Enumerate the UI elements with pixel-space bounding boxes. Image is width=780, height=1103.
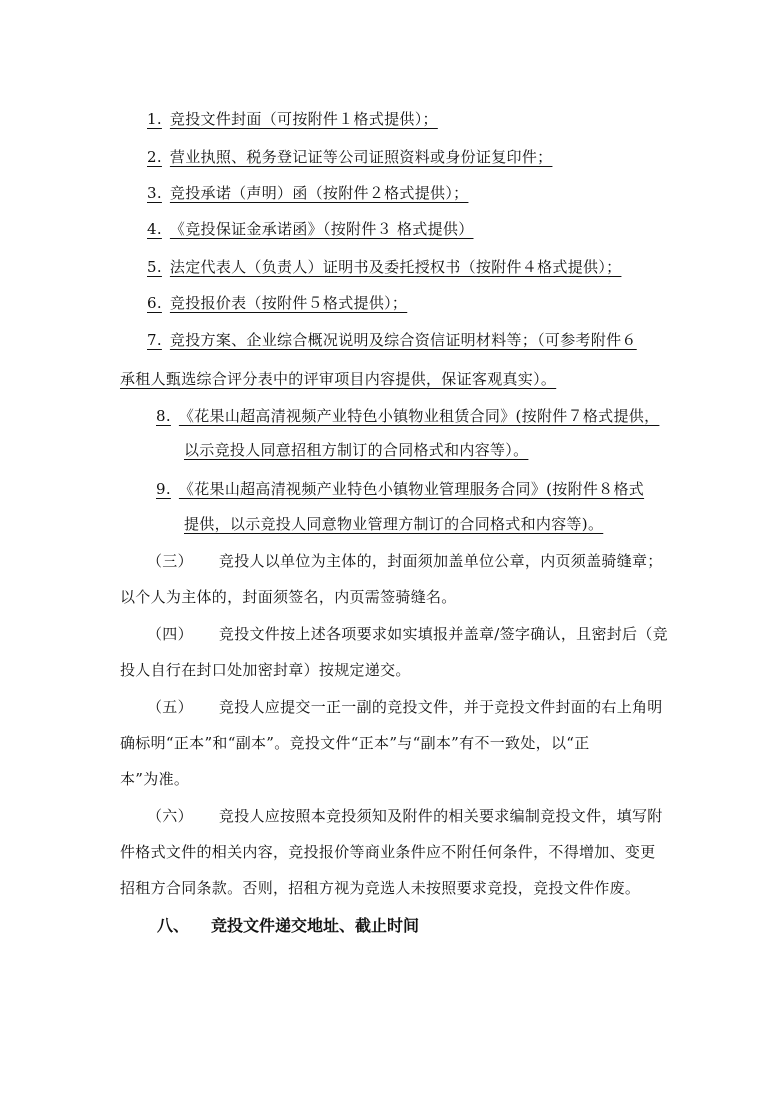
paragraph-5-line-3: 本”为准。 [120, 770, 190, 788]
list-item-8: 8. 《花果山超高清视频产业特色小镇物业租赁合同》(按附件７格式提供， [156, 407, 660, 425]
list-item-5: 5. 法定代表人（负责人）证明书及委托授权书（按附件４格式提供）； [147, 258, 622, 276]
list-item-1: 1. 竞投文件封面（可按附件１格式提供）； [147, 110, 438, 128]
paragraph-4: （四） 竞投文件按上述各项要求如实填报并盖章/签字确认，且密封后（竞 [147, 625, 668, 643]
paragraph-4-line-2: 投人自行在封口处加密封章）按规定递交。 [120, 661, 411, 679]
paragraph-6-line-3: 招租方合同条款。否则，招租方视为竞选人未按照要求竞投，竞投文件作废。 [120, 879, 641, 897]
list-item-4: 4. 《竞投保证金承诺函》（按附件３ 格式提供） [147, 220, 474, 238]
list-item-9-continued: 提供，以示竞投人同意物业管理方制订的合同格式和内容等)。 [184, 515, 604, 533]
paragraph-5-line-2: 确标明“正本”和“副本”。竞投文件“正本”与“副本”有不一致处，以“正 [120, 734, 590, 752]
list-item-8-continued: 以示竞投人同意招租方制订的合同格式和内容等）。 [184, 441, 529, 459]
list-item-7-continued: 承租人甄选综合评分表中的评审项目内容提供，保证客观真实）。 [120, 370, 557, 388]
paragraph-3-line-2: 以个人为主体的，封面须签名，内页需签骑缝名。 [120, 588, 457, 606]
list-item-3: 3. 竞投承诺（声明）函（按附件２格式提供）； [147, 184, 469, 202]
paragraph-6-line-2: 件格式文件的相关内容，竞投报价等商业条件应不附任何条件，不得增加、变更 [120, 843, 656, 861]
list-item-9: 9. 《花果山超高清视频产业特色小镇物业管理服务合同》(按附件８格式 [156, 480, 645, 498]
list-item-2: 2. 营业执照、税务登记证等公司证照资料或身份证复印件； [147, 148, 553, 166]
list-item-6: 6. 竞投报价表（按附件５格式提供）； [147, 294, 408, 312]
paragraph-6: （六） 竞投人应按照本竞投须知及附件的相关要求编制竞投文件，填写附 [147, 807, 663, 825]
list-item-7: 7. 竞投方案、企业综合概况说明及综合资信证明材料等；（可参考附件６ [147, 331, 637, 349]
paragraph-3: （三） 竞投人以单位为主体的，封面须加盖单位公章，内页须盖骑缝章； [147, 552, 663, 570]
paragraph-5: （五） 竞投人应提交一正一副的竞投文件，并于竞投文件封面的右上角明 [147, 698, 663, 716]
section-heading: 八、 竞投文件递交地址、截止时间 [157, 916, 420, 935]
